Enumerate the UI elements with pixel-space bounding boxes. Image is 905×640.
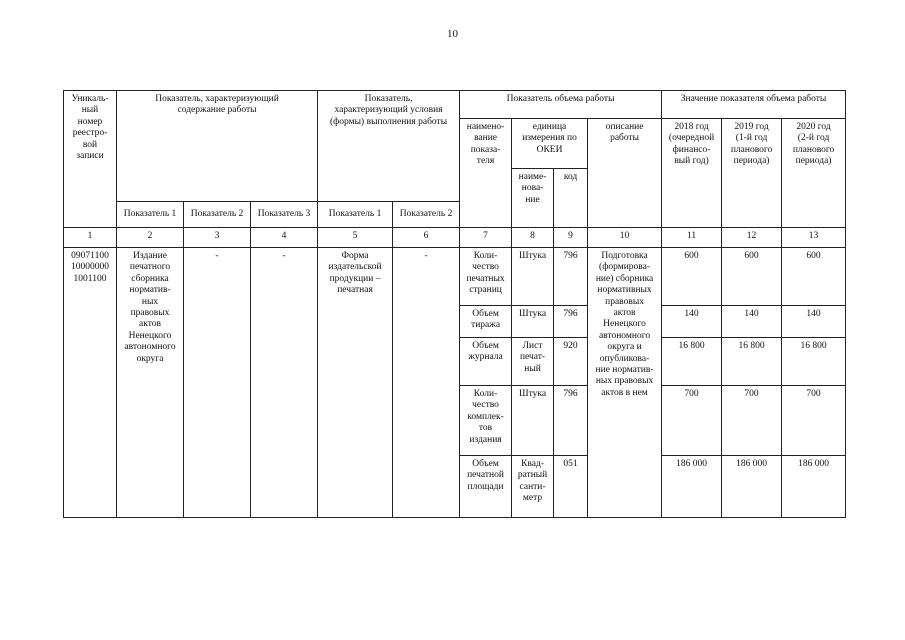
record-content-2: - xyxy=(184,248,251,518)
column-number: 1 xyxy=(64,228,117,248)
row-value-2018: 16 800 xyxy=(662,338,722,386)
header-indicator-name: наимено- вание показа- теля xyxy=(460,119,512,228)
record-content-3: - xyxy=(251,248,318,518)
row-value-2019: 16 800 xyxy=(722,338,782,386)
column-number: 7 xyxy=(460,228,512,248)
row-value-2018: 600 xyxy=(662,248,722,306)
row-value-2019: 600 xyxy=(722,248,782,306)
header-volume-value: Значение показателя объема работы xyxy=(662,91,846,119)
row-unit-name: Штука xyxy=(512,306,554,338)
column-number: 5 xyxy=(318,228,393,248)
column-number: 2 xyxy=(117,228,184,248)
header-year-2019: 2019 год (1-й год планового периода) xyxy=(722,119,782,228)
header-unique-number: Уникаль- ный номер реестро- вой записи xyxy=(64,91,117,228)
column-number: 12 xyxy=(722,228,782,248)
column-number: 4 xyxy=(251,228,318,248)
column-number: 11 xyxy=(662,228,722,248)
row-unit-name: Штука xyxy=(512,386,554,456)
row-value-2019: 140 xyxy=(722,306,782,338)
row-unit-name: Штука xyxy=(512,248,554,306)
header-unit-name: наиме- нова- ние xyxy=(512,169,554,228)
row-value-2020: 140 xyxy=(782,306,846,338)
header-unit-code: код xyxy=(554,169,588,228)
record-condition-2: - xyxy=(393,248,460,518)
header-content-indicator: Показатель, характеризующий содержание работы xyxy=(117,91,318,202)
header-content-indicator-3: Показатель 3 xyxy=(251,202,318,228)
row-value-2019: 186 000 xyxy=(722,456,782,518)
header-description: описание работы xyxy=(588,119,662,228)
row-indicator-name: Объем тиража xyxy=(460,306,512,338)
header-volume-indicator: Показатель объема работы xyxy=(460,91,662,119)
header-content-indicator-2: Показатель 2 xyxy=(184,202,251,228)
row-unit-code: 796 xyxy=(554,306,588,338)
page-number: 10 xyxy=(447,28,458,40)
row-value-2020: 186 000 xyxy=(782,456,846,518)
row-unit-code: 796 xyxy=(554,386,588,456)
column-number-row xyxy=(64,228,846,248)
header-conditions-indicator: Показатель, характеризующий условия (формы) выполнения работы xyxy=(318,91,460,202)
row-indicator-name: Объем печатной площади xyxy=(460,456,512,518)
row-value-2018: 186 000 xyxy=(662,456,722,518)
column-number: 13 xyxy=(782,228,846,248)
row-unit-code: 051 xyxy=(554,456,588,518)
row-unit-code: 796 xyxy=(554,248,588,306)
column-number: 8 xyxy=(512,228,554,248)
row-value-2020: 700 xyxy=(782,386,846,456)
header-year-2020: 2020 год (2-й год планового периода) xyxy=(782,119,846,228)
row-value-2018: 140 xyxy=(662,306,722,338)
row-indicator-name: Коли- чество печатных страниц xyxy=(460,248,512,306)
record-content-1: Издание печатного сборника норматив- ных правовых актов Ненецкого автономного округа xyxy=(117,248,184,518)
header-condition-indicator-2: Показатель 2 xyxy=(393,202,460,228)
row-value-2018: 700 xyxy=(662,386,722,456)
row-unit-name: Квад- ратный санти- метр xyxy=(512,456,554,518)
header-year-2018: 2018 год (очередной финансо- вый год) xyxy=(662,119,722,228)
work-volume-table xyxy=(63,90,846,518)
row-unit-name: Лист печат- ный xyxy=(512,338,554,386)
row-unit-code: 920 xyxy=(554,338,588,386)
header-condition-indicator-1: Показатель 1 xyxy=(318,202,393,228)
row-value-2019: 700 xyxy=(722,386,782,456)
record-description: Подготовка (формирова- ние) сборника нормативных правовых актов Ненецкого автономного округа и опубликова- ние норматив- ных правовых актов в нем xyxy=(588,248,662,518)
row-value-2020: 600 xyxy=(782,248,846,306)
header-unit: единица измерения по ОКЕИ xyxy=(512,119,588,169)
row-indicator-name: Объем журнала xyxy=(460,338,512,386)
column-number: 3 xyxy=(184,228,251,248)
column-number: 9 xyxy=(554,228,588,248)
row-indicator-name: Коли- чество комплек- тов издания xyxy=(460,386,512,456)
column-number: 6 xyxy=(393,228,460,248)
table-row xyxy=(64,248,846,306)
record-id: 09071100 10000000 1001100 xyxy=(64,248,117,518)
column-number: 10 xyxy=(588,228,662,248)
header-content-indicator-1: Показатель 1 xyxy=(117,202,184,228)
record-condition-1: Форма издательской продукции – печатная xyxy=(318,248,393,518)
row-value-2020: 16 800 xyxy=(782,338,846,386)
